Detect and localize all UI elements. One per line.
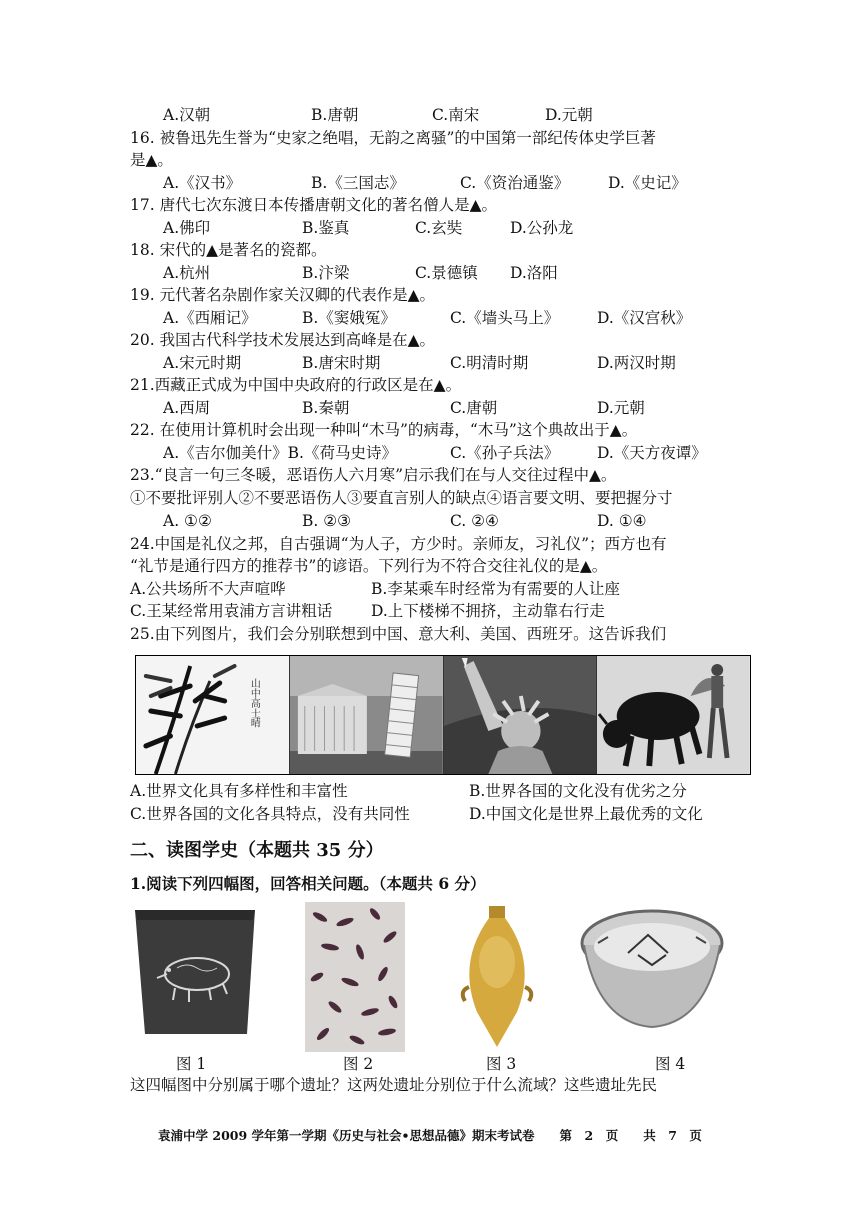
q18-option-b: B.汴梁 bbox=[302, 264, 350, 282]
figure-4-caption: 图 4 bbox=[655, 1055, 686, 1073]
q22-option-d: D.《天方夜谭》 bbox=[597, 444, 707, 462]
culture-image-strip bbox=[135, 655, 751, 775]
q20-option-b: B.唐宋时期 bbox=[302, 354, 381, 372]
q18-stem: 18. 宋代的▲是著名的瓷都。 bbox=[130, 241, 327, 259]
figure-3-caption: 图 3 bbox=[486, 1055, 517, 1073]
q16-option-c: C.《资治通鉴》 bbox=[460, 174, 570, 192]
q24-option-d: D.上下楼梯不拥挤，主动靠右行走 bbox=[371, 602, 605, 620]
section2-question-text: 这四幅图中分别属于哪个遗址？这两处遗址分别位于什么流域？这些遗址先民 bbox=[130, 1076, 658, 1094]
figure-4-painted-basin-image bbox=[578, 903, 726, 1035]
q23-option-c: C. ②④ bbox=[450, 512, 499, 530]
q19-option-c: C.《墙头马上》 bbox=[450, 309, 560, 327]
q20-stem: 20. 我国古代科学技术发展达到高峰是在▲。 bbox=[130, 331, 435, 349]
q23-option-a: A. ①② bbox=[163, 512, 212, 530]
figure-1-boar-pottery-image bbox=[127, 902, 264, 1042]
q16-option-b: B.《三国志》 bbox=[311, 174, 405, 192]
q23-choices: ①不要批评别人②不要恶语伤人③要直言别人的缺点④语言要文明、要把握分寸 bbox=[130, 489, 673, 507]
q24-stem-cont: “礼节是通行四方的推荐书”的谚语。下列行为不符合交往礼仪的是▲。 bbox=[130, 557, 608, 575]
q17-option-b: B.鉴真 bbox=[302, 219, 350, 237]
q21-option-d: D.元朝 bbox=[597, 399, 645, 417]
q15-option-a: A.汉朝 bbox=[163, 106, 211, 124]
figure-1-caption: 图 1 bbox=[176, 1055, 207, 1073]
q21-option-c: C.唐朝 bbox=[450, 399, 498, 417]
q23-option-d: D. ①④ bbox=[597, 512, 647, 530]
q20-option-d: D.两汉时期 bbox=[597, 354, 676, 372]
leaning-tower-image bbox=[290, 656, 444, 774]
q23-option-b: B. ②③ bbox=[302, 512, 352, 530]
q17-option-a: A.佛印 bbox=[163, 219, 211, 237]
q20-option-c: C.明清时期 bbox=[450, 354, 529, 372]
q17-option-d: D.公孙龙 bbox=[510, 219, 574, 237]
q21-option-b: B.秦朝 bbox=[302, 399, 350, 417]
q15-option-d: D.元朝 bbox=[545, 106, 593, 124]
q25-option-b: B.世界各国的文化没有优劣之分 bbox=[469, 782, 687, 800]
q18-option-d: D.洛阳 bbox=[510, 264, 558, 282]
q21-option-a: A.西周 bbox=[163, 399, 211, 417]
q19-option-d: D.《汉宫秋》 bbox=[597, 309, 692, 327]
figure-3-pottery-bottle-image bbox=[447, 902, 547, 1052]
q24-option-a: A.公共场所不大声喧哗 bbox=[130, 580, 286, 598]
q24-option-b: B.李某乘车时经常为有需要的人让座 bbox=[371, 580, 620, 598]
section-title: 二、读图学史（本题共 35 分） bbox=[130, 840, 384, 861]
figure-2-rice-grains-image bbox=[305, 902, 405, 1052]
q24-stem: 24.中国是礼仪之邦，自古强调“为人子，方少时。亲师友，习礼仪”；西方也有 bbox=[130, 535, 667, 553]
q18-option-a: A.杭州 bbox=[163, 264, 211, 282]
q18-option-c: C.景德镇 bbox=[415, 264, 478, 282]
q25-stem: 25.由下列图片，我们会分别联想到中国、意大利、美国、西班牙。这告诉我们 bbox=[130, 625, 667, 643]
q25-option-c: C.世界各国的文化各具特点，没有共同性 bbox=[130, 805, 410, 823]
q25-option-a: A.世界文化具有多样性和丰富性 bbox=[130, 782, 348, 800]
q20-option-a: A.宋元时期 bbox=[163, 354, 242, 372]
page-footer: 袁浦中学 2009 学年第一学期《历史与社会•思想品德》期末考试卷 第 2 页 共 7 页 bbox=[158, 1128, 702, 1143]
q23-stem: 23.“良言一句三冬暖，恶语伤人六月寒”启示我们在与人交往过程中▲。 bbox=[130, 466, 617, 484]
q16-option-d: D.《史记》 bbox=[608, 174, 687, 192]
q22-stem: 22. 在使用计算机时会出现一种叫“木马”的病毒，“木马”这个典故出于▲。 bbox=[130, 421, 638, 439]
bamboo-painting-image bbox=[136, 656, 290, 774]
section2-question-1: 1.阅读下列四幅图，回答相关问题。（本题共 6 分） bbox=[130, 874, 486, 893]
calligraphy-text: 山中高士晴 bbox=[248, 678, 260, 728]
statue-of-liberty-image bbox=[444, 656, 598, 774]
q16-option-a: A.《汉书》 bbox=[163, 174, 242, 192]
q21-stem: 21.西藏正式成为中国中央政府的行政区是在▲。 bbox=[130, 376, 462, 394]
bullfighting-image bbox=[597, 656, 750, 774]
q22-option-c: C.《孙子兵法》 bbox=[450, 444, 560, 462]
q17-option-c: C.玄奘 bbox=[415, 219, 463, 237]
q17-stem: 17. 唐代七次东渡日本传播唐朝文化的著名僧人是▲。 bbox=[130, 196, 497, 214]
q24-option-c: C.王某经常用袁浦方言讲粗话 bbox=[130, 602, 333, 620]
q19-option-b: B.《窦娥冤》 bbox=[302, 309, 396, 327]
q16-stem-cont: 是▲。 bbox=[130, 151, 173, 169]
q19-option-a: A.《西厢记》 bbox=[163, 309, 257, 327]
q19-stem: 19. 元代著名杂剧作家关汉卿的代表作是▲。 bbox=[130, 286, 435, 304]
q22-option-ab: A.《吉尔伽美什》B.《荷马史诗》 bbox=[163, 444, 397, 462]
q25-option-d: D.中国文化是世界上最优秀的文化 bbox=[469, 805, 703, 823]
q15-option-b: B.唐朝 bbox=[311, 106, 359, 124]
q15-option-c: C.南宋 bbox=[432, 106, 480, 124]
q16-stem: 16. 被鲁迅先生誉为“史家之绝唱，无韵之离骚”的中国第一部纪传体史学巨著 bbox=[130, 129, 656, 147]
figure-2-caption: 图 2 bbox=[343, 1055, 374, 1073]
